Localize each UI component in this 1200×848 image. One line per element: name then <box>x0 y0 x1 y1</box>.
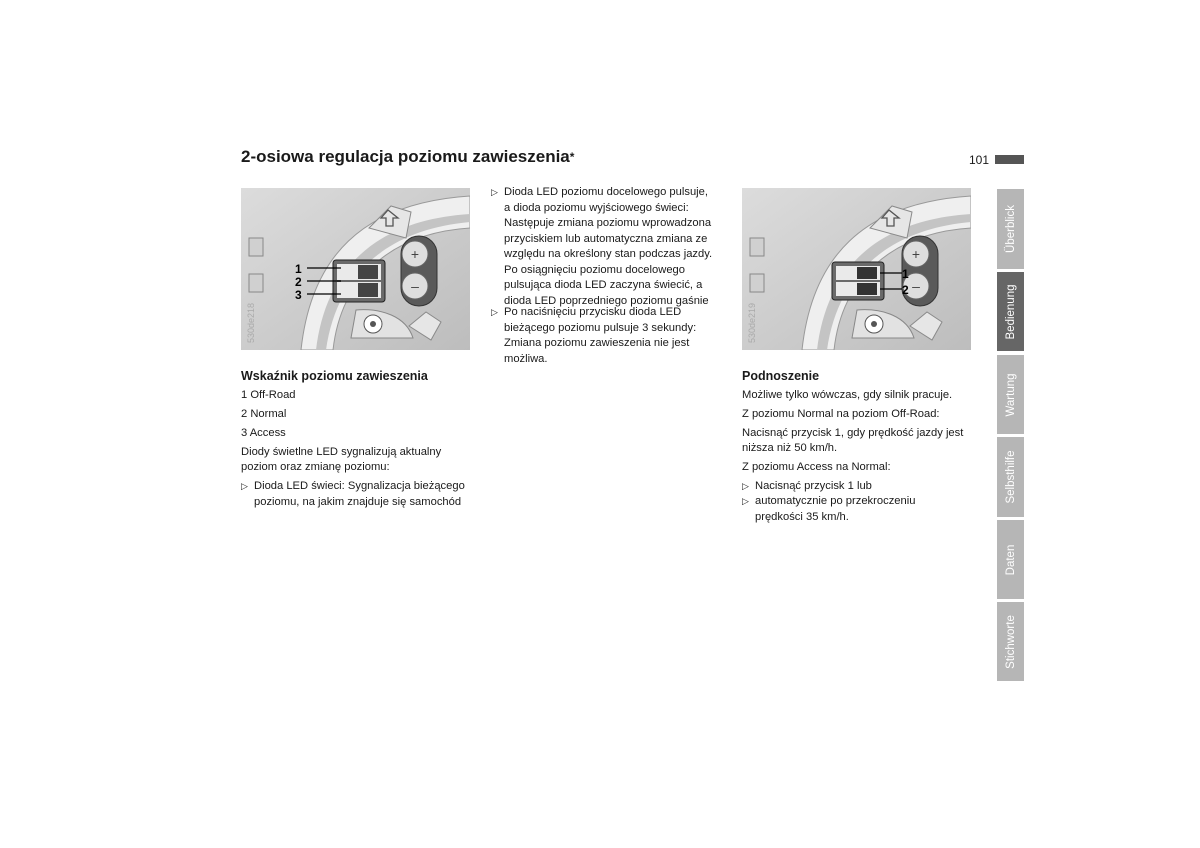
list-item: ▷ Po naciśnięciu przycisku dioda LED bieżącego poziomu pulsuje 3 sekundy: Zmiana poziomu zawieszenia nie jest możliwa. <box>491 306 697 365</box>
optional-equipment-star: * <box>569 150 575 164</box>
paragraph: Z poziomu Normal na poziom Off-Road: <box>742 408 940 420</box>
level-item: 2 Normal <box>241 408 287 420</box>
callout-1: 1 <box>295 262 302 276</box>
triangle-bullet-icon: ▷ <box>491 307 498 317</box>
paragraph: Nacisnąć przycisk 1, gdy prędkość jazdy jest <box>742 427 964 439</box>
paragraph: Z poziomu Access na Normal: <box>742 461 891 473</box>
side-tab-selbsthilfe[interactable]: Selbsthilfe <box>997 437 1024 517</box>
svg-text:+: + <box>911 246 921 262</box>
triangle-bullet-icon: ▷ <box>742 496 749 506</box>
callout-2: 2 <box>295 275 302 289</box>
svg-text:+: + <box>410 246 420 262</box>
page-title: 2-osiowa regulacja poziomu zawieszenia* <box>241 147 575 166</box>
paragraph: niższa niż 50 km/h. <box>742 442 838 454</box>
steering-wheel-illustration <box>742 188 971 350</box>
level-item: 3 Access <box>241 427 286 439</box>
page-number: 101 <box>969 153 990 167</box>
figure-code: 530de218 <box>246 302 256 343</box>
section-heading-raising: Podnoszenie <box>742 369 820 383</box>
list-item: ▷ Nacisnąć przycisk 1 lub <box>742 479 872 495</box>
svg-text:–: – <box>411 278 419 294</box>
page-number-bar <box>995 155 1024 164</box>
side-tab-uberblick[interactable]: Überblick <box>997 189 1024 269</box>
callout-2: 2 <box>902 283 909 297</box>
list-item: ▷ automatycznie po przekroczeniu prędkości 35 km/h. <box>742 495 916 523</box>
intro-line: poziom oraz zmianę poziomu: <box>241 461 390 473</box>
svg-text:–: – <box>912 278 920 294</box>
triangle-bullet-icon: ▷ <box>742 481 749 491</box>
callout-3: 3 <box>295 288 302 302</box>
figure-code: 530de219 <box>747 302 757 343</box>
triangle-bullet-icon: ▷ <box>241 481 248 491</box>
steering-wheel-illustration <box>241 188 470 350</box>
list-item: ▷ Dioda LED poziomu docelowego pulsuje, a dioda poziomu wyjściowego świeci: Następuje zmiana poziomu wprowadzona przyciskiem lub automatyczna zmiana ze względu na określony stan podczas jazdy. Po osiągnięciu poziomu docelowego pulsująca dioda LED zaczyna świecić, a dioda LED poprzedniego poziomu gaśnie <box>491 186 713 307</box>
section-heading-level-indicator: Wskaźnik poziomu zawieszenia <box>241 369 428 383</box>
side-tab-wartung[interactable]: Wartung <box>997 355 1024 434</box>
side-tab-stichworte[interactable]: Stichworte <box>997 602 1024 681</box>
triangle-bullet-icon: ▷ <box>491 187 498 197</box>
level-item: 1 Off-Road <box>241 389 296 401</box>
callout-1: 1 <box>902 267 909 281</box>
intro-line: Diody świetlne LED sygnalizują aktualny <box>241 446 442 458</box>
steering-wheel-buttons-figure-right <box>742 188 971 350</box>
steering-wheel-buttons-figure-left <box>241 188 470 350</box>
side-tab-bedienung[interactable]: Bedienung <box>997 272 1024 351</box>
paragraph: Możliwe tylko wówczas, gdy silnik pracuje. <box>742 389 953 401</box>
side-tab-daten[interactable]: Daten <box>997 520 1024 599</box>
list-item: ▷ Dioda LED świeci: Sygnalizacja bieżącego poziomu, na jakim znajduje się samochód <box>241 480 465 508</box>
